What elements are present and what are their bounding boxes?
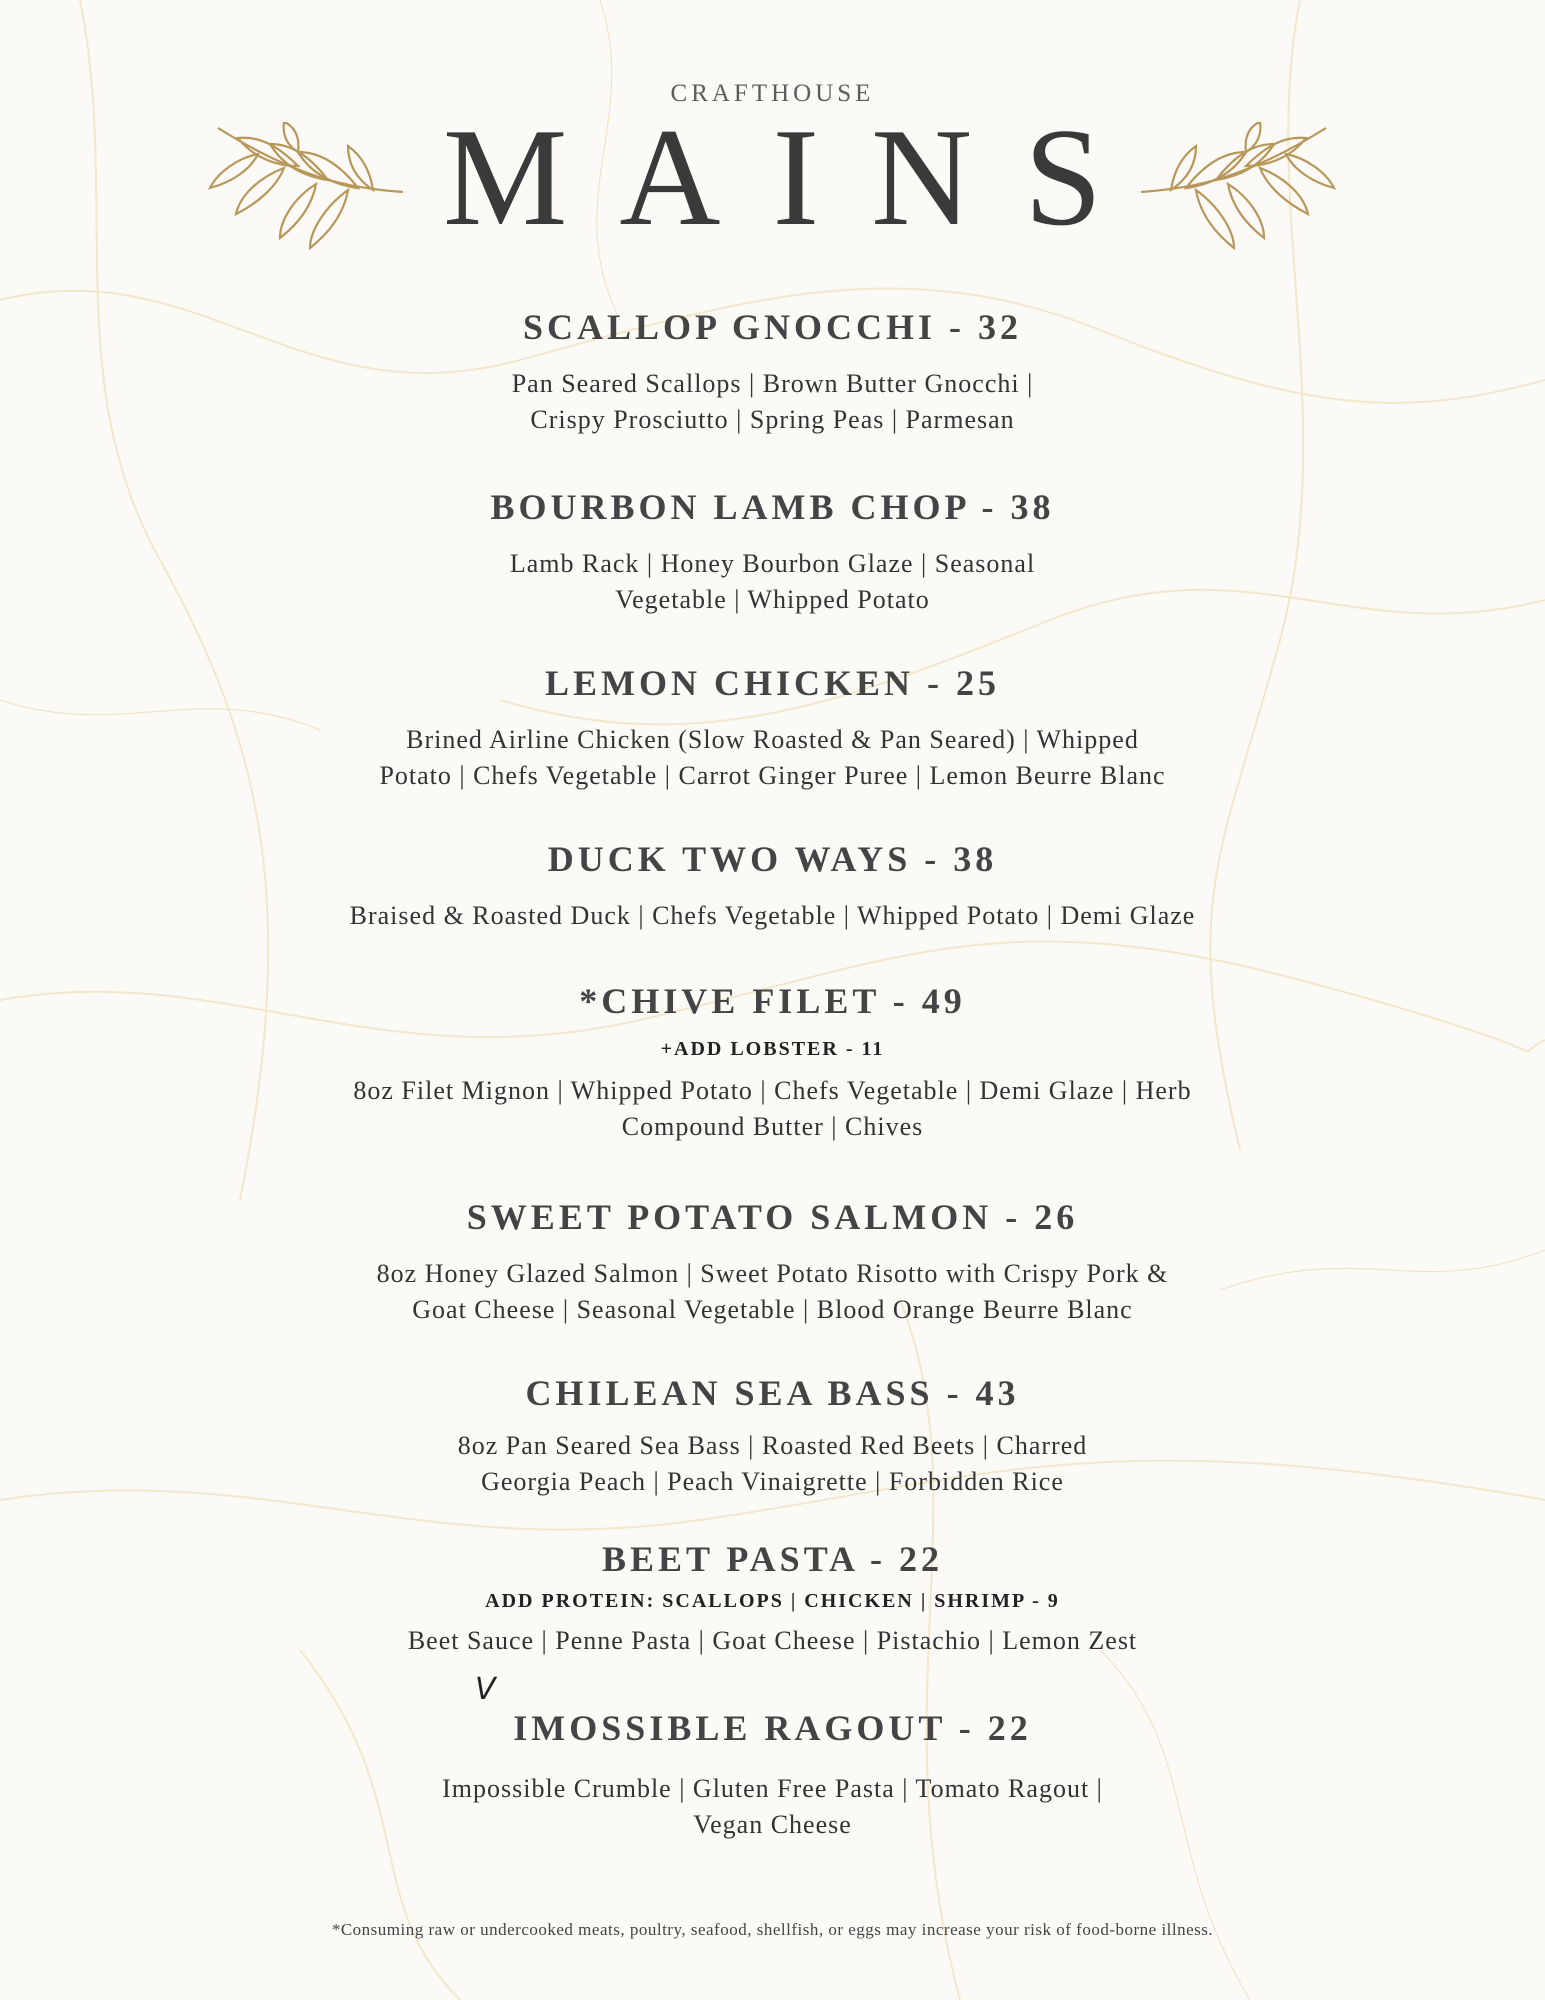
menu-item-title: BOURBON LAMB CHOP - 38 — [490, 487, 1055, 527]
menu-item-title: IMOSSIBLE RAGOUT - 22 — [513, 1708, 1032, 1748]
menu-item-title: *CHIVE FILET - 49 — [579, 981, 966, 1021]
menu-item-description — [0, 722, 1545, 794]
description-line: Compound Butter | Chives — [621, 1112, 924, 1141]
menu-item — [0, 1372, 1545, 1500]
menu-item-description — [0, 898, 1545, 934]
description-line: Beet Sauce | Penne Pasta | Goat Cheese | Pistachio | Lemon Zest — [407, 1626, 1138, 1655]
menu-item-description — [0, 1073, 1545, 1145]
menu-item-description — [0, 1623, 1545, 1659]
menu-item-addon: +ADD LOBSTER - 11 — [660, 1038, 885, 1060]
leaf-sprig-icon — [1136, 122, 1346, 252]
menu-item-description — [0, 546, 1545, 618]
menu-item — [0, 1538, 1545, 1659]
description-line: Vegetable | Whipped Potato — [615, 585, 930, 614]
menu-item-title: SCALLOP GNOCCHI - 32 — [522, 307, 1023, 347]
leaf-sprig-icon — [198, 122, 408, 252]
brand-name: CRAFTHOUSE — [670, 80, 875, 107]
description-line: Braised & Roasted Duck | Chefs Vegetable | Whipped Potato | Demi Glaze — [349, 901, 1196, 930]
description-line: Georgia Peach | Peach Vinaigrette | Forbidden Rice — [481, 1467, 1064, 1496]
menu-item — [0, 662, 1545, 794]
menu-item-description — [0, 366, 1545, 438]
menu-item-title: LEMON CHICKEN - 25 — [544, 663, 1000, 703]
menu-item-title: CHILEAN SEA BASS - 43 — [525, 1373, 1020, 1413]
menu-item-description — [0, 1771, 1545, 1843]
menu-item — [0, 486, 1545, 618]
menu-item — [0, 1196, 1545, 1328]
description-line: Lamb Rack | Honey Bourbon Glaze | Seasonal — [509, 549, 1036, 578]
description-line: 8oz Honey Glazed Salmon | Sweet Potato Risotto with Crispy Pork & — [376, 1259, 1169, 1288]
menu-item-title: DUCK TWO WAYS - 38 — [547, 839, 998, 879]
menu-item — [0, 980, 1545, 1145]
menu-item-title: BEET PASTA - 22 — [601, 1539, 944, 1579]
menu-item-description — [0, 1428, 1545, 1500]
description-line: Pan Seared Scallops | Brown Butter Gnocchi | — [511, 369, 1034, 398]
description-line: 8oz Filet Mignon | Whipped Potato | Chefs Vegetable | Demi Glaze | Herb — [353, 1076, 1192, 1105]
description-line: 8oz Pan Seared Sea Bass | Roasted Red Beets | Charred — [457, 1431, 1088, 1460]
page-title: MAINS — [442, 100, 1155, 255]
description-line: Potato | Chefs Vegetable | Carrot Ginger Puree | Lemon Beurre Blanc — [379, 761, 1166, 790]
menu-item-title: SWEET POTATO SALMON - 26 — [466, 1197, 1079, 1237]
description-line: Goat Cheese | Seasonal Vegetable | Blood Orange Beurre Blanc — [412, 1295, 1133, 1324]
vegan-icon: V — [475, 1672, 496, 1707]
menu-item — [0, 838, 1545, 934]
menu-item — [0, 1707, 1545, 1843]
description-line: Impossible Crumble | Gluten Free Pasta | Tomato Ragout | — [442, 1774, 1103, 1803]
menu-item-description — [0, 1256, 1545, 1328]
menu-item — [0, 306, 1545, 438]
disclaimer-note: *Consuming raw or undercooked meats, poultry, seafood, shellfish, or eggs may increase your risk of food-borne illness. — [331, 1920, 1214, 1939]
description-line: Crispy Prosciutto | Spring Peas | Parmesan — [530, 405, 1015, 434]
description-line: Vegan Cheese — [693, 1810, 852, 1839]
menu-item-addon: ADD PROTEIN: SCALLOPS | CHICKEN | SHRIMP - 9 — [485, 1590, 1060, 1612]
description-line: Brined Airline Chicken (Slow Roasted & Pan Seared) | Whipped — [406, 725, 1139, 754]
